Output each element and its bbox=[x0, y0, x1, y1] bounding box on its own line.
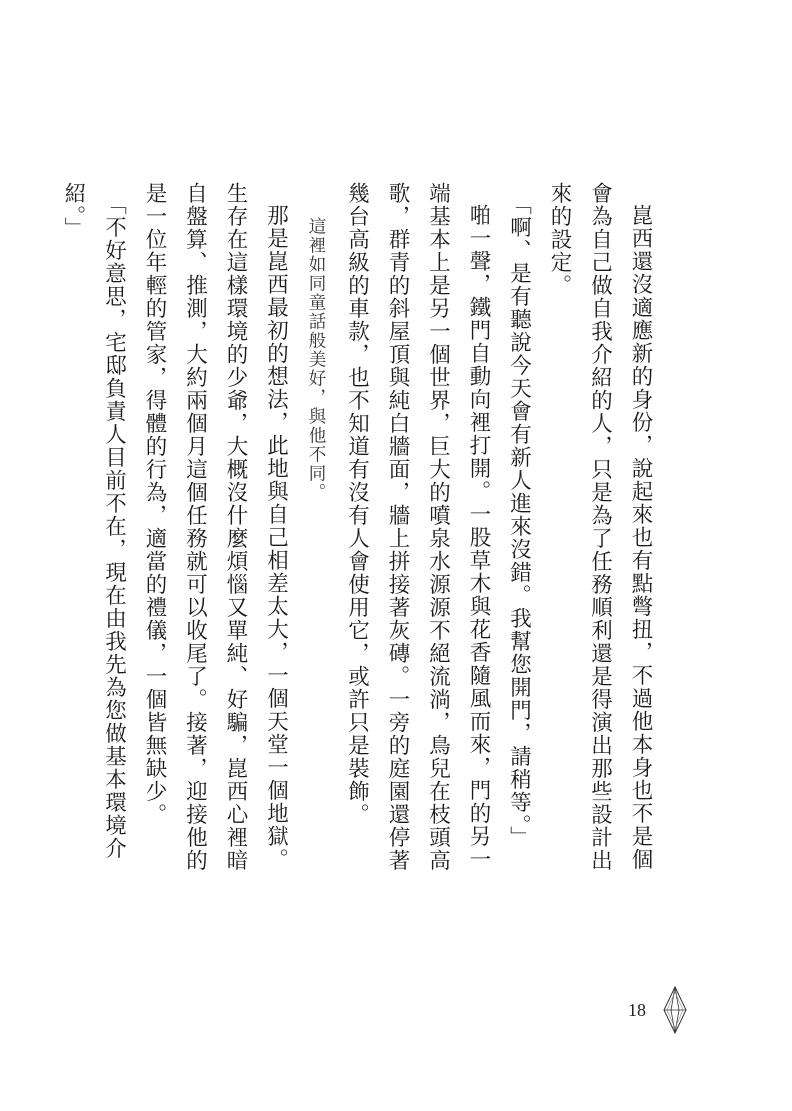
paragraph-6-dialogue: 「不好意思，宅邸負責人目前不在，現在由我先為您做基本環境介紹。」 bbox=[61, 182, 127, 860]
paragraph-4-thought: 這裡如同童話般美好，與他不同。 bbox=[306, 217, 326, 502]
paragraph-1: 崑西還沒適應新的身份，說起來也有點彆扭，不過他本身也不是個會為自己做自我介紹的人，只是為了任務順利還是得演出那些設計出來的設定。 bbox=[547, 182, 653, 872]
paragraph-5: 那是崑西最初的想法，此地與自己相差太大，一個天堂一個地獄。生存在這樣環境的少爺，大概沒什麼煩惱又單純、好騙，崑西心裡暗自盤算、推測，大約兩個月這個任務就可以收尾了。接著，迎接他的是一位年輕的管家，得體的行為，適當的禮儀，一個皆無缺少。 bbox=[142, 182, 289, 872]
paragraph-2-dialogue: 「啊、是有聽說今天會有新人進來沒錯。我幫您開門，請稍等。」 bbox=[506, 192, 532, 849]
body-text bbox=[53, 182, 661, 882]
page-number: 18 bbox=[628, 1000, 646, 1020]
paragraph-3: 啪一聲，鐵門自動向裡打開。一股草木與花香隨風而來，門的另一端基本上是另一個世界，巨大的噴泉水源源不絕流淌，鳥兒在枝頭高歌，群青的斜屋頂與純白牆面，牆上拼接著灰磚。一旁的庭園還停著幾台高級的車款，也不知道有沒有人會使用它，或許只是裝飾。 bbox=[344, 182, 491, 872]
crystal-diamond-icon bbox=[663, 986, 687, 1034]
